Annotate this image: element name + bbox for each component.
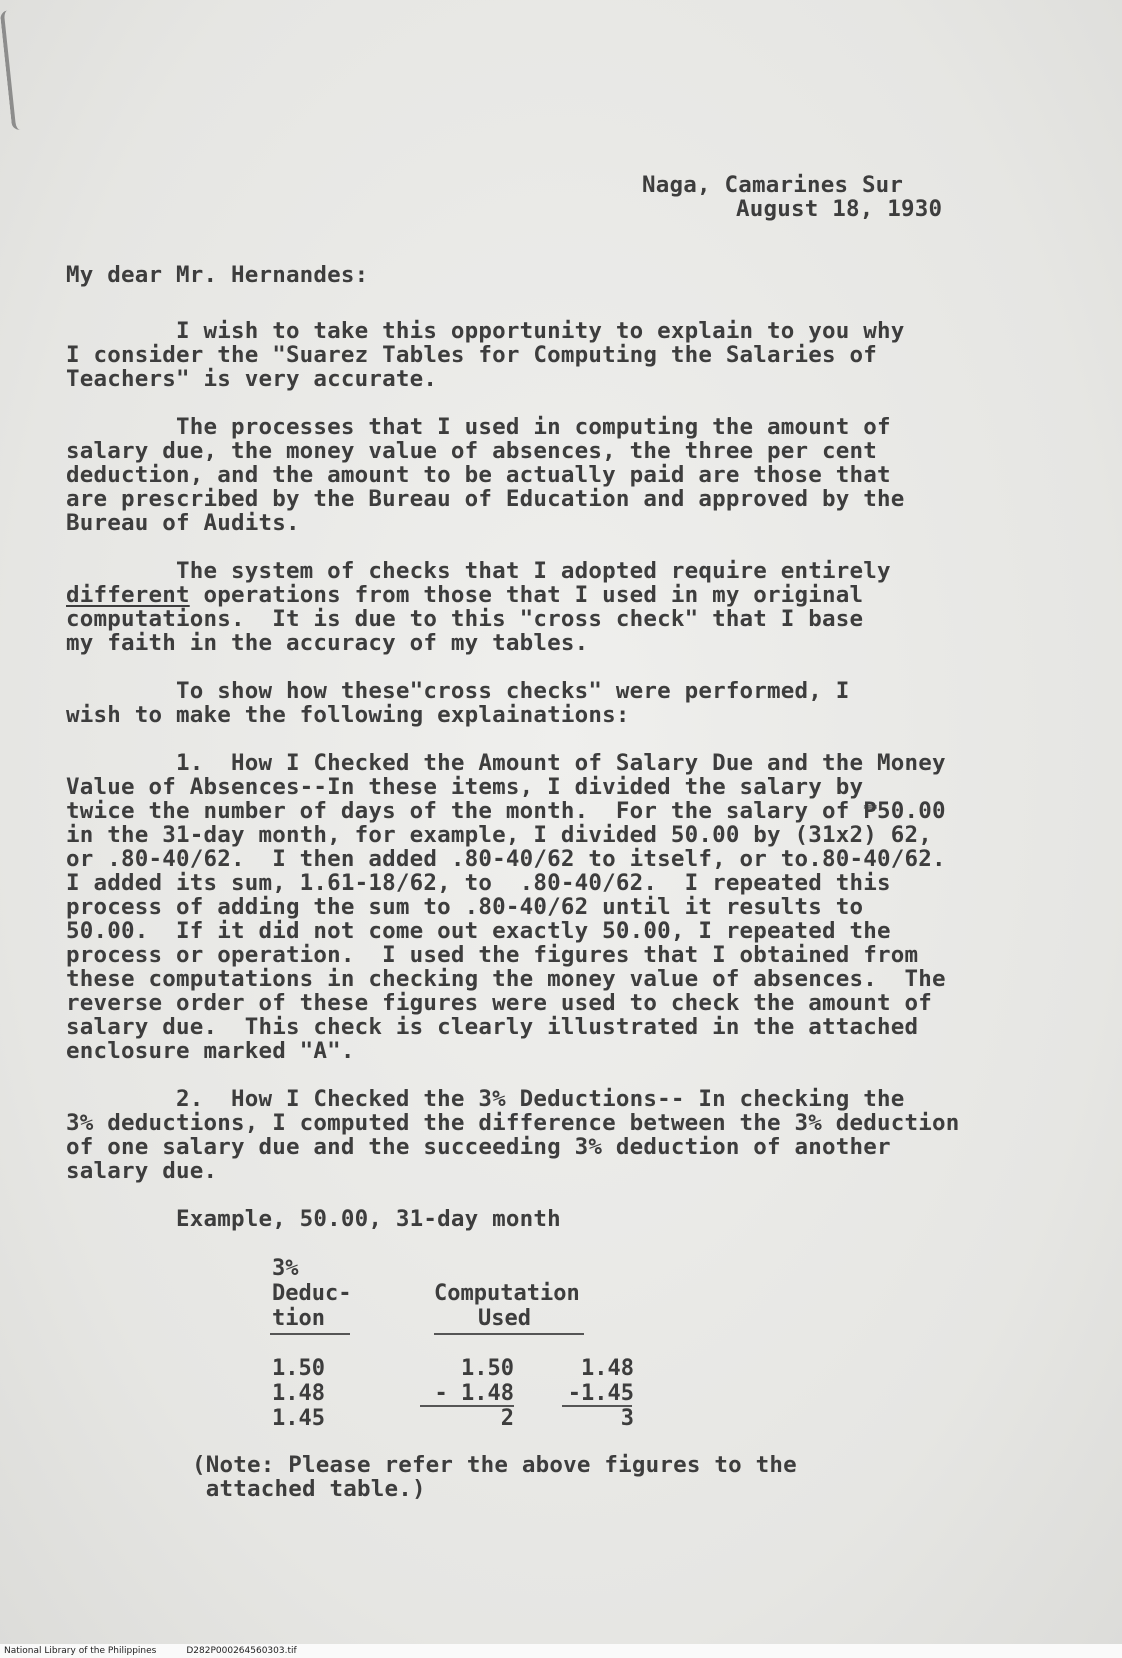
text-line: To show how these"cross checks" were performed, I (66, 678, 850, 704)
value-cell: - 1.48 (434, 1381, 514, 1406)
text-line: enclosure marked "A". (66, 1038, 355, 1064)
text-line: wish to make the following explainations: (66, 702, 630, 728)
letter-place: Naga, Camarines Sur (642, 172, 904, 198)
header-text: 3% (272, 1256, 299, 1281)
text-line: The processes that I used in computing the amount of (66, 414, 891, 440)
value-cell: 1.48 (272, 1381, 325, 1406)
footer-file: D282P000264560303.tif (186, 1646, 297, 1656)
letter-date: August 18, 1930 (736, 196, 943, 222)
header-text: tion (272, 1306, 325, 1331)
text-line (66, 582, 863, 608)
text-line: computations. It is due to this "cross check" that I base (66, 606, 864, 632)
value-cell: 1.50 (272, 1356, 325, 1381)
text-line: deduction, and the amount to be actually paid are those that (66, 462, 891, 488)
value-cell: 1.50 (461, 1356, 514, 1381)
text-line: salary due, the money value of absences, the three per cent (66, 438, 878, 464)
computation-2 (560, 1356, 634, 1431)
text-line: I wish to take this opportunity to explain to you why (66, 318, 905, 344)
header-text: Used (478, 1306, 531, 1331)
text-line: Teachers" is very accurate. (66, 366, 438, 392)
text-line: of one salary due and the succeeding 3% deduction of another (66, 1134, 891, 1160)
salutation: My dear Mr. Hernandes: (66, 262, 369, 288)
text-line: Bureau of Audits. (66, 510, 300, 536)
col1-values (272, 1356, 325, 1431)
text-line: these computations in checking the money value of absences. The (66, 966, 946, 992)
text-line: 1. How I Checked the Amount of Salary Due and the Money (66, 750, 946, 776)
text-line: process or operation. I used the figures that I obtained from (66, 942, 919, 968)
value-cell: 2 (500, 1406, 514, 1431)
text-line: The system of checks that I adopted require entirely (66, 558, 891, 584)
header-text: Computation (434, 1281, 580, 1306)
footer-library: National Library of the Philippines (4, 1646, 157, 1656)
example-line: Example, 50.00, 31-day month (66, 1206, 561, 1232)
value-cell: -1.45 (567, 1381, 634, 1406)
text-line: (Note: Please refer the above figures to the (192, 1452, 797, 1478)
text-line: attached table.) (192, 1476, 426, 1502)
col1-header (272, 1256, 351, 1331)
scan-footer (0, 1644, 1122, 1658)
text-line: my faith in the accuracy of my tables. (66, 630, 589, 656)
value-cell: 1.48 (581, 1356, 634, 1381)
col1-rule (270, 1333, 350, 1335)
text-line: I consider the "Suarez Tables for Computing the Salaries of (66, 342, 878, 368)
value-cell: 1.45 (272, 1406, 325, 1431)
text-line: are prescribed by the Bureau of Education and approved by the (66, 486, 905, 512)
text-span: operations from those that I used in my original (189, 582, 864, 608)
text-line: 2. How I Checked the 3% Deductions-- In checking the (66, 1086, 905, 1112)
col2-rule (434, 1333, 584, 1335)
text-line: I added its sum, 1.61-18/62, to .80-40/62. I repeated this (66, 870, 891, 896)
text-line: Value of Absences--In these items, I divided the salary by (66, 774, 864, 800)
computation-1 (422, 1356, 514, 1431)
text-line: in the 31-day month, for example, I divided 50.00 by (31x2) 62, (66, 822, 933, 848)
text-line: 3% deductions, I computed the difference between the 3% deduction (66, 1110, 960, 1136)
page-edge-mark (0, 9, 30, 130)
underlined-word: different (66, 582, 190, 608)
text-line: twice the number of days of the month. For the salary of ₱50.00 (66, 798, 946, 824)
text-line: salary due. (66, 1158, 218, 1184)
computation-1-rule (420, 1405, 514, 1407)
text-line: or .80-40/62. I then added .80-40/62 to itself, or to.80-40/62. (66, 846, 946, 872)
computation-2-rule (562, 1405, 632, 1407)
header-text: Deduc- (272, 1281, 352, 1306)
text-line: process of adding the sum to .80-40/62 until it results to (66, 894, 864, 920)
text-line: 50.00. If it did not come out exactly 50.00, I repeated the (66, 918, 891, 944)
col2-header (434, 1281, 580, 1331)
value-cell: 3 (620, 1406, 634, 1431)
text-line: salary due. This check is clearly illustrated in the attached (66, 1014, 919, 1040)
text-line: reverse order of these figures were used to check the amount of (66, 990, 933, 1016)
